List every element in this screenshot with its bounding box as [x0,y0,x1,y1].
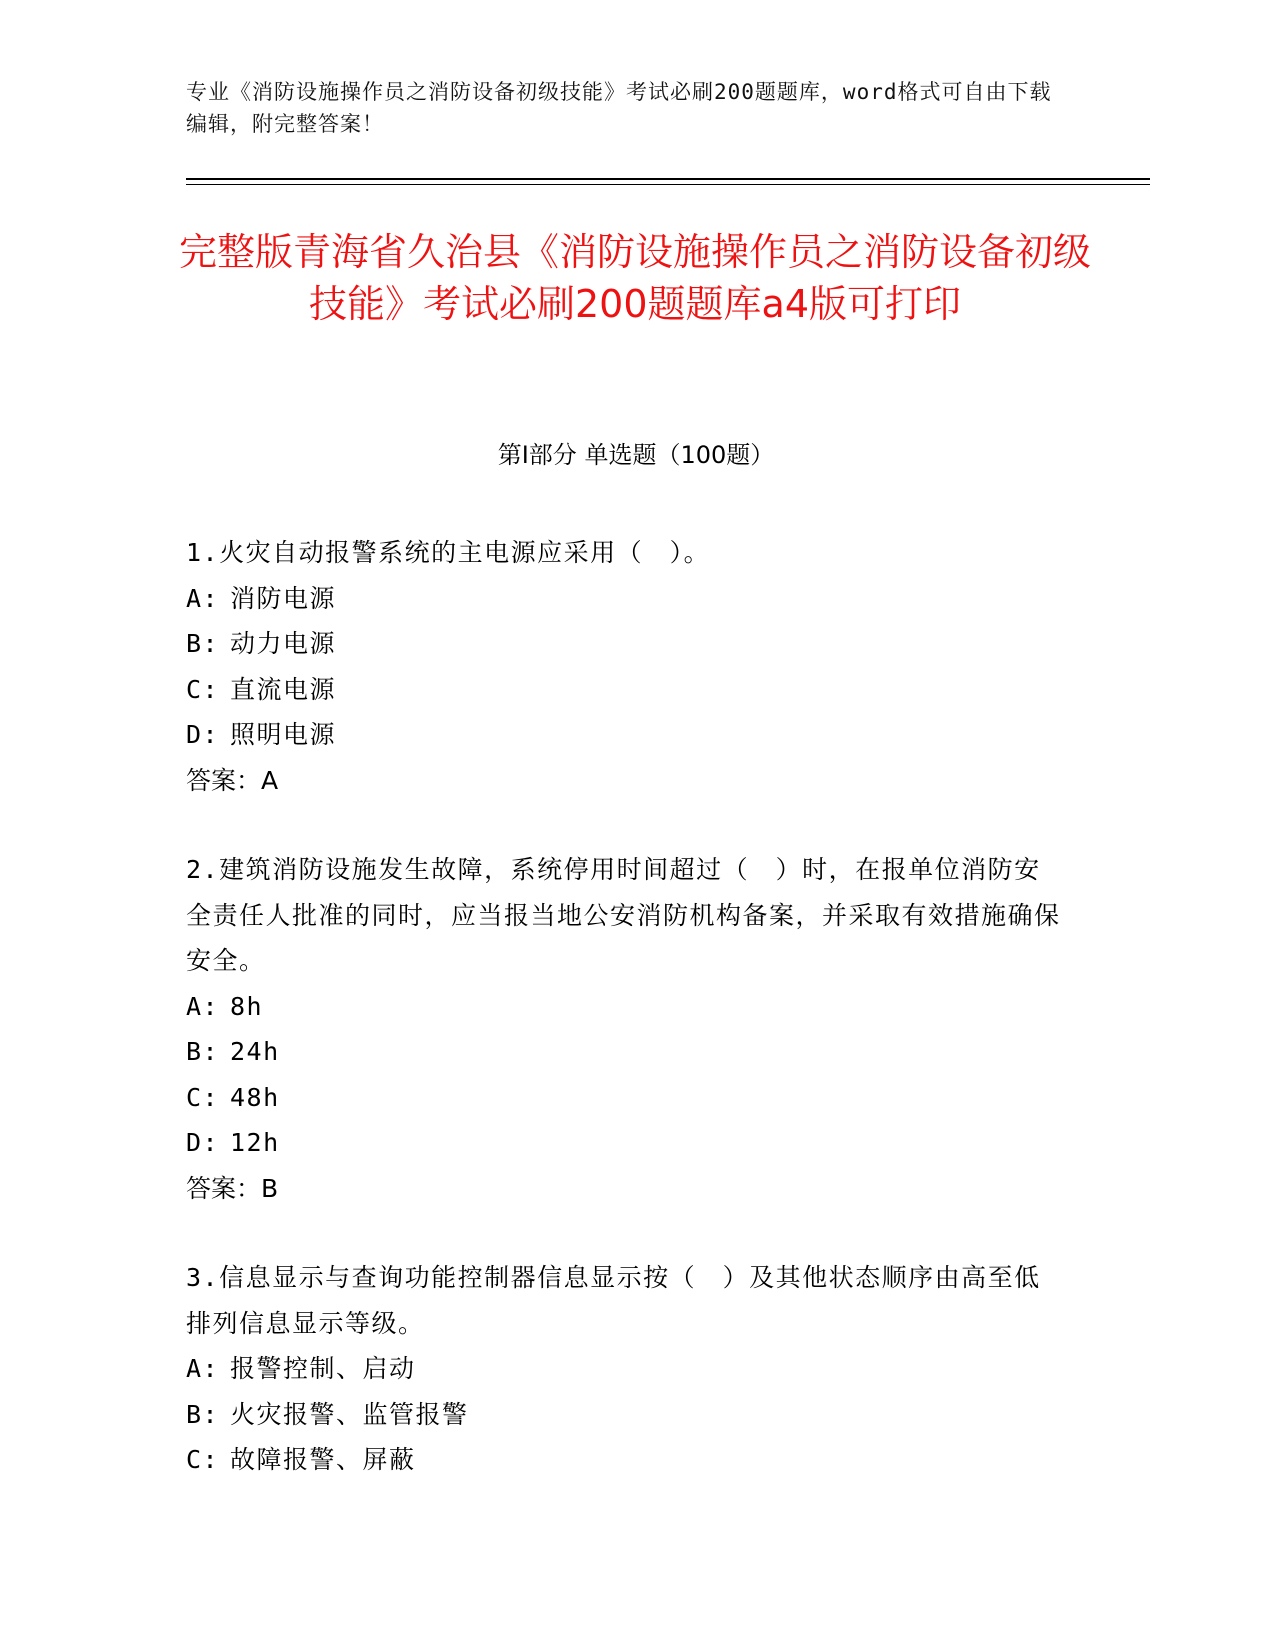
option-c [186,667,1066,713]
option-key: B: [186,1399,220,1429]
option-text: 48h [230,1082,280,1112]
option-key: C: [186,674,220,704]
option-b [186,1392,1066,1438]
option-b [186,621,1066,667]
option-key: B: [186,629,220,658]
answer: 答案：A [186,765,279,795]
option-a [186,984,1066,1030]
question-list [186,530,1066,1527]
option-c [186,1075,1066,1121]
question-3 [186,1255,1066,1483]
option-a [186,576,1066,622]
header-divider-thick [186,178,1150,180]
document-title: 完整版青海省久治县《消防设施操作员之消防设备初级技能》考试必刷200题题库a4版可打印 [178,230,1091,326]
option-key: A: [186,1354,220,1383]
question-1 [186,530,1066,803]
option-text: 8h [230,991,264,1021]
option-d [186,712,1066,758]
option-text: 照明电源 [230,720,337,749]
option-b [186,1029,1066,1075]
option-text: 动力电源 [230,629,337,658]
option-text: 火灾报警、监管报警 [230,1399,469,1429]
option-text: 报警控制、启动 [230,1354,416,1383]
option-text: 直流电源 [230,674,337,704]
question-stem: 2.建筑消防设施发生故障，系统停用时间超过（ ）时，在报单位消防安全责任人批准的同时，应当报当地公安消防机构备案，并采取有效措施确保安全。 [186,855,1061,975]
question-stem: 1.火灾自动报警系统的主电源应采用（ ）。 [186,538,711,567]
option-d [186,1120,1066,1166]
answer: 答案：B [186,1173,279,1203]
option-text: 消防电源 [230,583,337,613]
section-title: 第Ⅰ部分 单选题（100题） [497,441,775,469]
option-a [186,1346,1066,1392]
option-key: B: [186,1037,220,1066]
option-key: D: [186,720,220,749]
question-stem: 3.信息显示与查询功能控制器信息显示按（ ）及其他状态顺序由高至低排列信息显示等级。 [186,1263,1041,1338]
option-text: 12h [230,1128,280,1157]
option-key: A: [186,583,220,613]
header-divider-thin [186,184,1150,185]
question-2 [186,847,1066,1211]
option-c [186,1437,1066,1483]
option-key: C: [186,1445,220,1474]
option-key: A: [186,991,220,1021]
option-text: 24h [230,1037,280,1066]
option-key: D: [186,1128,220,1157]
header-note: 专业《消防设施操作员之消防设备初级技能》考试必刷200题题库，word格式可自由下载编辑，附完整答案！ [186,80,1052,136]
option-key: C: [186,1082,220,1112]
option-text: 故障报警、屏蔽 [230,1445,416,1474]
